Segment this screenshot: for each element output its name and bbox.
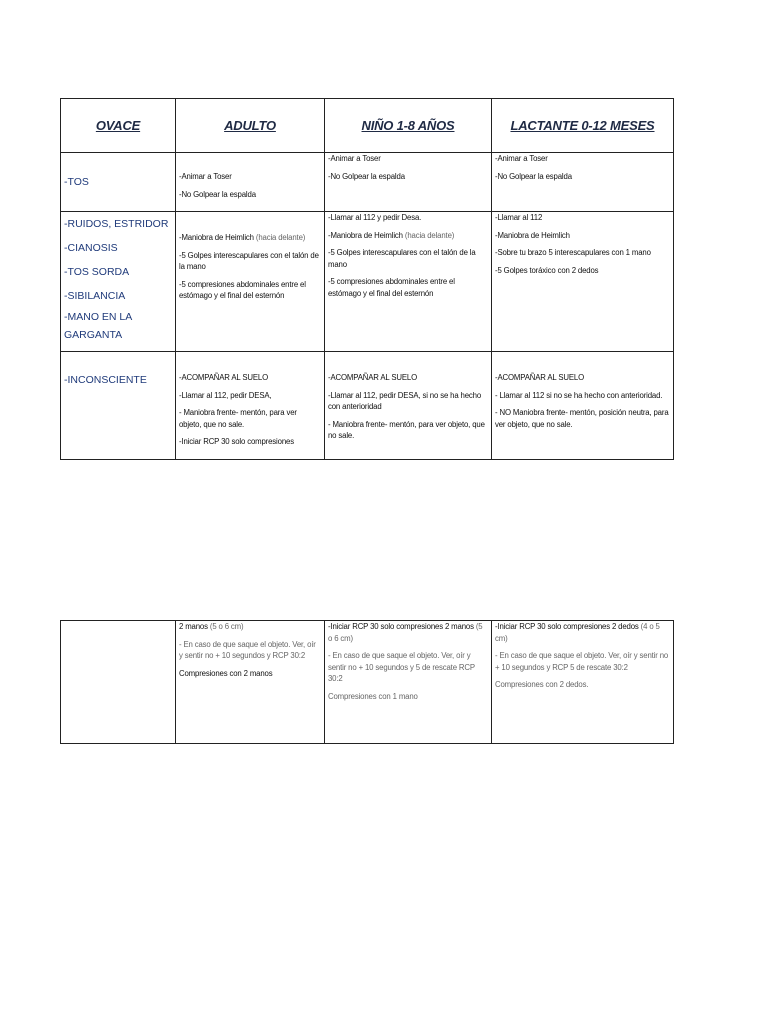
row-inconsciente	[61, 352, 674, 460]
label-mano: -MANO EN LA	[64, 311, 133, 323]
header-row	[61, 99, 674, 153]
text-line: -Llamar al 112	[495, 213, 543, 222]
text-line: -ACOMPAÑAR AL SUELO	[179, 373, 269, 382]
label-cell-ruidos	[61, 212, 176, 352]
text-line: - Maniobra frente- mentón, para ver objeto, que no sale.	[328, 419, 485, 440]
text-line: Compresiones con 2 manos	[179, 668, 273, 678]
text-span: -Iniciar RCP 30 solo compresiones 2 manos	[328, 622, 476, 631]
ruidos-adulto	[176, 212, 325, 352]
tos-adulto	[176, 153, 325, 212]
text-line: -Llamar al 112, pedir DESA,	[179, 390, 272, 400]
continuation-table	[60, 620, 674, 744]
text-span: -Maniobra de Heimlich	[179, 233, 256, 242]
tos-nino	[325, 153, 492, 212]
label-cianosis: -CIANOSIS	[64, 242, 118, 254]
inconsciente-lactante	[492, 352, 674, 460]
text-line	[328, 230, 488, 242]
label-inconsciente: -INCONSCIENTE	[64, 374, 147, 386]
header-adulto: ADULTO	[224, 117, 276, 133]
label-tos-sorda: -TOS SORDA	[64, 266, 130, 278]
text-line: -5 Golpes interescapulares con el talón de la mano	[179, 250, 319, 271]
header-cell-lactante	[492, 99, 674, 153]
text-line: -No Golpear la espalda	[495, 171, 572, 181]
text-line: -5 Golpes interescapulares con el talón de la mano	[328, 248, 476, 269]
label-cell-inconsciente	[61, 352, 176, 460]
label-cell-tos	[61, 153, 176, 212]
row-continuation	[61, 621, 674, 744]
text-line: -ACOMPAÑAR AL SUELO	[495, 373, 585, 382]
text-line: -Maniobra de Heimlich	[495, 230, 570, 240]
row-ruidos	[61, 212, 674, 352]
header-cell-adulto	[176, 99, 325, 153]
label-garganta: GARGANTA	[64, 329, 123, 341]
ovace-table	[60, 98, 674, 460]
text-line: -No Golpear la espalda	[179, 189, 256, 199]
inconsciente-nino	[325, 352, 492, 460]
text-line: -5 compresiones abdominales entre el estómago y el final del esternón	[179, 279, 306, 300]
ruidos-lactante	[492, 212, 674, 352]
text-span-note: (5 o 6 cm)	[328, 622, 483, 643]
text-span: -Iniciar RCP 30 solo compresiones 2 dedos	[495, 622, 641, 631]
label-ruidos: -RUIDOS, ESTRIDOR	[64, 218, 169, 230]
label-tos: -TOS	[64, 176, 89, 188]
text-line: - En caso de que saque el objeto. Ver, oír y sentir no + 10 segundos y RCP 5 de rescate 30:2	[495, 651, 669, 672]
text-line: -No Golpear la espalda	[328, 171, 405, 181]
text-line: Compresiones con 1 mano	[328, 691, 418, 701]
cont-lactante	[492, 621, 674, 744]
text-line: -5 Golpes toráxico con 2 dedos	[495, 265, 599, 275]
cont-nino	[325, 621, 492, 744]
header-nino: NIÑO 1-8 AÑOS	[361, 117, 455, 133]
text-line: -Animar a Toser	[328, 154, 381, 163]
tos-lactante	[492, 153, 674, 212]
text-span-note: (5 o 6 cm)	[209, 622, 244, 631]
text-line: - Llamar al 112 si no se ha hecho con anterioridad.	[495, 390, 663, 400]
text-line: -Iniciar RCP 30 solo compresiones	[179, 437, 294, 446]
text-line: -Animar a Toser	[179, 172, 232, 181]
text-line: -Animar a Toser	[495, 154, 548, 163]
label-sibilancia: -SIBILANCIA	[64, 290, 126, 302]
text-line: -ACOMPAÑAR AL SUELO	[328, 373, 418, 382]
text-line	[328, 621, 488, 644]
text-line	[179, 621, 321, 633]
text-span-note: (hacia delante)	[404, 230, 455, 240]
cont-adulto	[176, 621, 325, 744]
text-line: - En caso de que saque el objeto. Ver, oír y sentir no + 10 segundos y 5 de rescate RCP 30:2	[328, 651, 475, 683]
text-line: Compresiones con 2 dedos.	[495, 680, 589, 689]
ruidos-nino	[325, 212, 492, 352]
header-lactante: LACTANTE 0-12 MESES	[510, 117, 655, 133]
text-line: -5 compresiones abdominales entre el estómago y el final del esternón	[328, 277, 455, 298]
text-span: -Maniobra de Heimlich	[328, 230, 405, 240]
text-line	[179, 232, 321, 244]
text-line: -Sobre tu brazo 5 interescapulares con 1 mano	[495, 248, 651, 257]
header-cell-ovace	[61, 99, 176, 153]
text-span: 2 manos	[179, 622, 210, 631]
text-line: - Maniobra frente- mentón, para ver objeto, que no sale.	[179, 408, 297, 429]
text-line	[495, 621, 670, 644]
empty-label-cell	[61, 621, 176, 744]
text-span-note: (hacia delante)	[255, 233, 306, 242]
header-cell-nino	[325, 99, 492, 153]
text-span-note: (4 o 5 cm)	[495, 622, 660, 643]
text-line: - En caso de que saque el objeto. Ver, oír y sentir no + 10 segundos y RCP 30:2	[179, 639, 316, 660]
row-tos	[61, 153, 674, 212]
header-ovace: OVACE	[95, 117, 141, 133]
text-line: -Llamar al 112, pedir DESA, si no se ha hecho con anterioridad	[328, 390, 482, 411]
inconsciente-adulto	[176, 352, 325, 460]
text-line: - NO Maniobra frente- mentón, posición neutra, para ver objeto, que no sale.	[495, 408, 669, 429]
text-line: -Llamar al 112 y pedir Desa.	[328, 213, 422, 222]
